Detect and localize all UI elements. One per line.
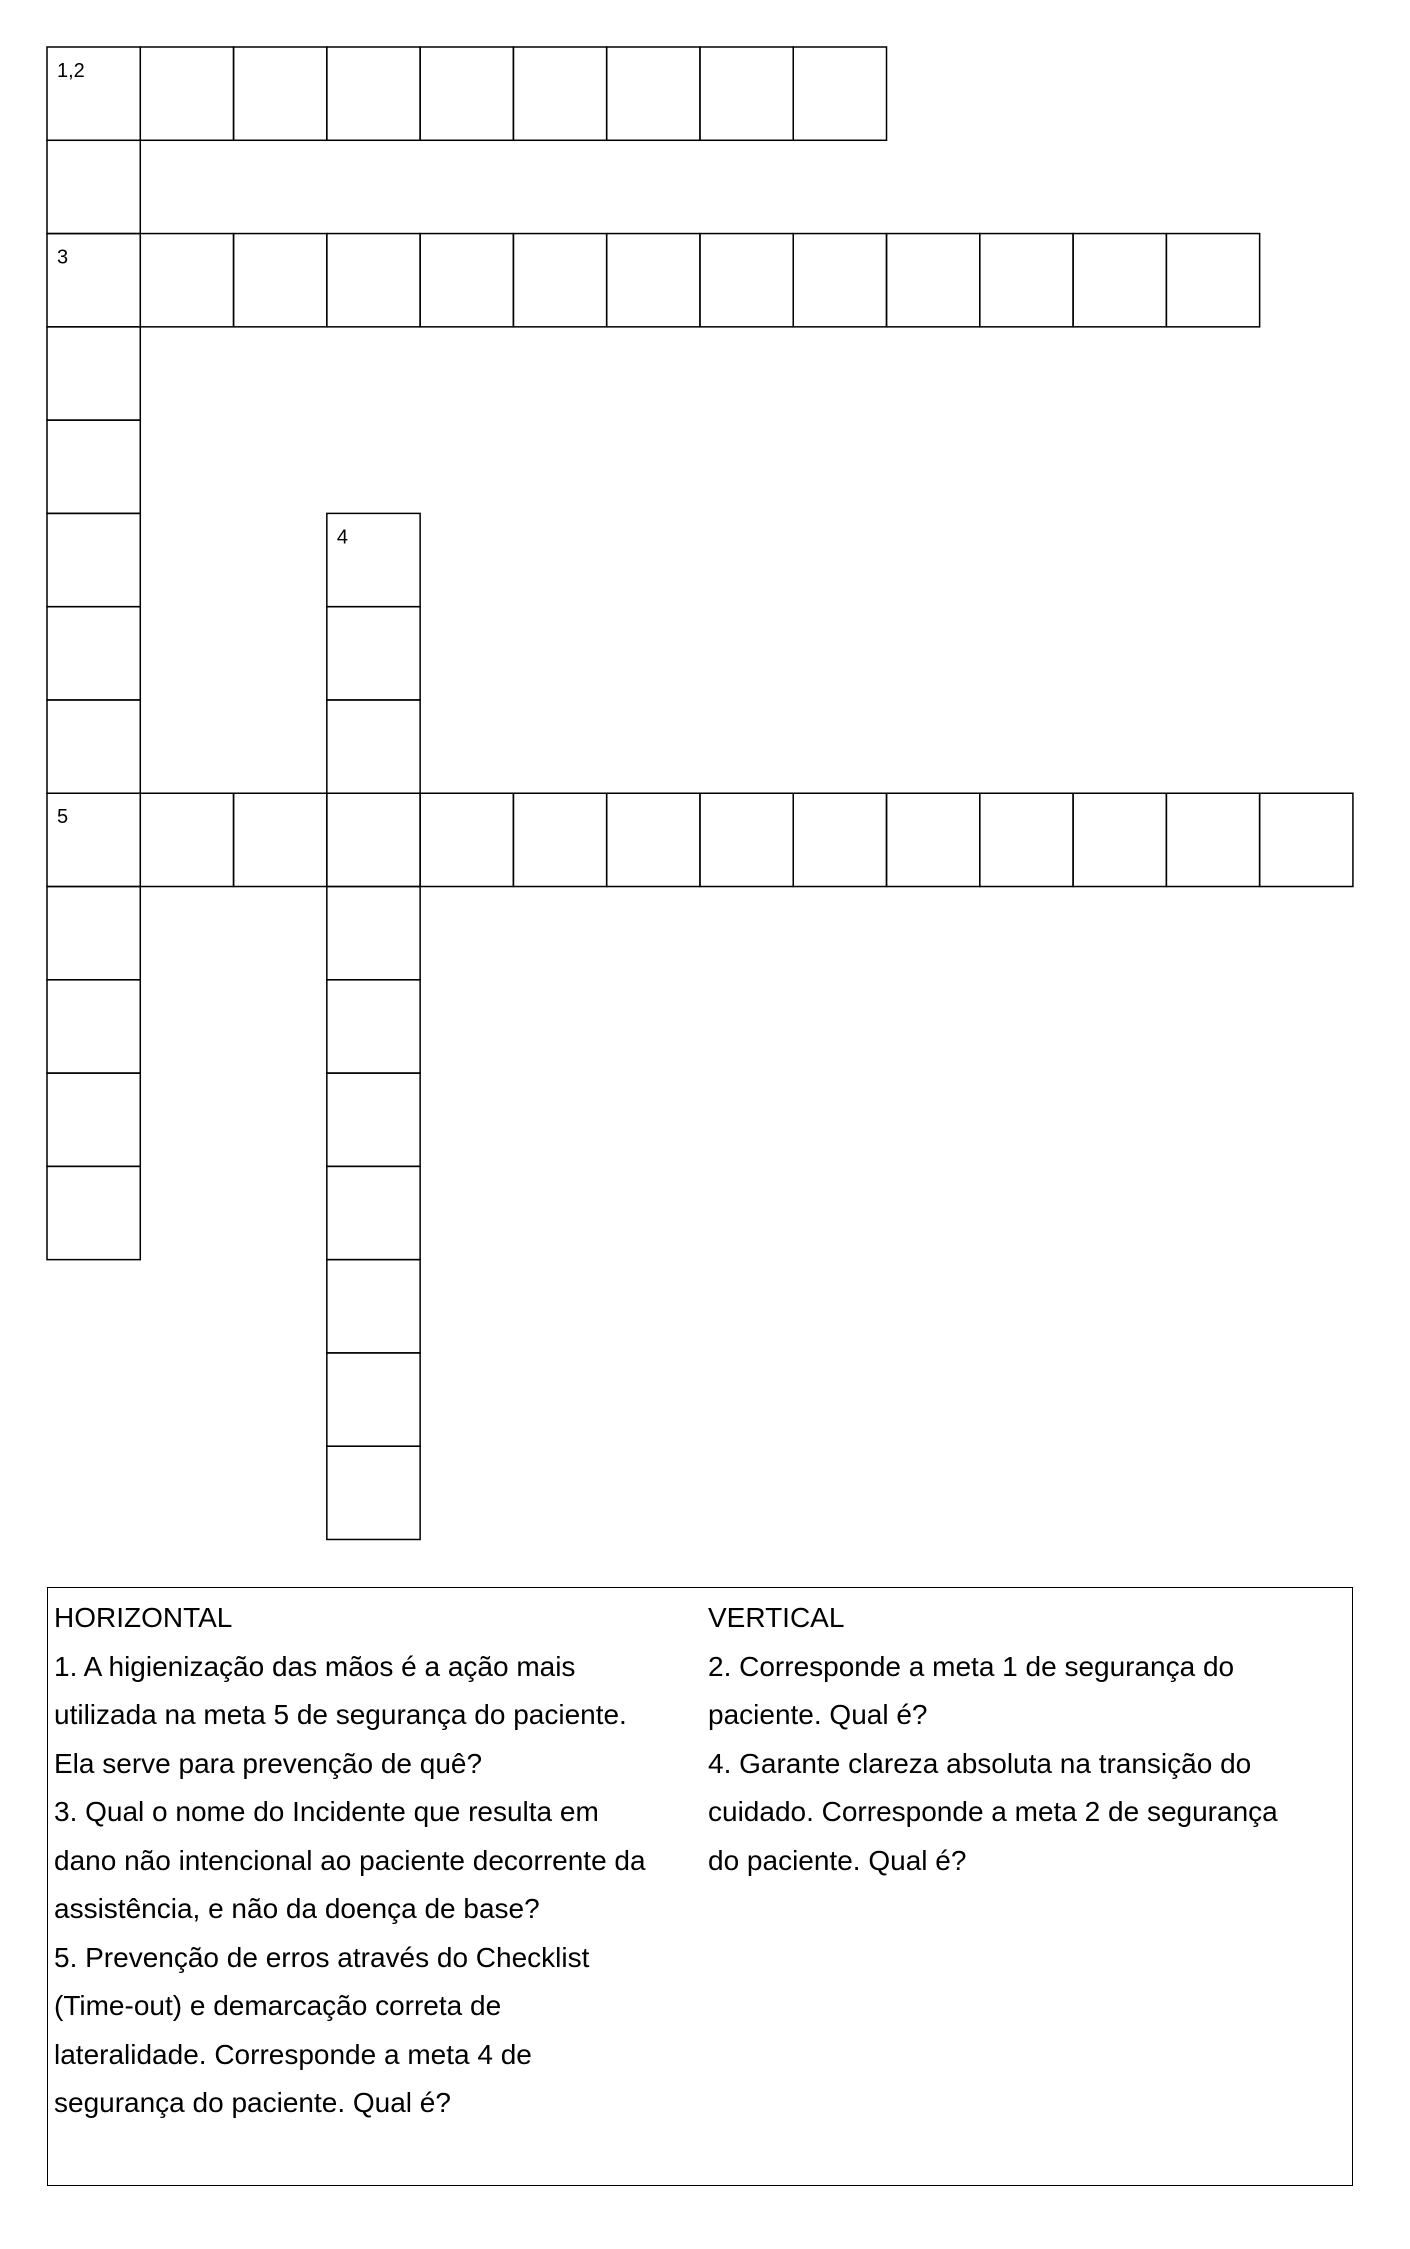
crossword-cell [47, 140, 140, 233]
clue-number-label: 1,2 [57, 60, 85, 82]
crossword-cell [234, 47, 327, 140]
crossword-cell [327, 1166, 420, 1259]
clue-item-horizontal-5 [54, 1934, 646, 2128]
clues-box [47, 1587, 1353, 2186]
crossword-cell [1166, 234, 1259, 327]
crossword-cell [700, 793, 793, 886]
crossword-cell [327, 1446, 420, 1539]
horizontal-clues [54, 1594, 646, 2128]
crossword-cell [47, 980, 140, 1073]
crossword-cell [793, 47, 886, 140]
crossword-cell [327, 1073, 420, 1166]
crossword-cell [1260, 793, 1353, 886]
clue-item-horizontal-1 [54, 1643, 646, 1789]
vertical-clues [708, 1594, 1278, 1885]
crossword-cell [327, 980, 420, 1073]
clue-line: assistência, e não da doença de base? [54, 1893, 540, 1924]
crossword-cell [327, 700, 420, 793]
crossword-cell [47, 1073, 140, 1166]
clue-line: lateralidade. Corresponde a meta 4 de [54, 2038, 532, 2070]
crossword-cell [47, 327, 140, 420]
crossword-cell [980, 793, 1073, 886]
crossword-cell [793, 793, 886, 886]
horizontal-heading: HORIZONTAL [54, 1602, 233, 1633]
crossword-cell [327, 887, 420, 980]
clue-line: dano não intencional ao paciente decorrente da [54, 1844, 646, 1876]
crossword-cell [420, 793, 513, 886]
crossword-cell [887, 234, 980, 327]
clue-line: 1. A higienização das mãos é a ação mais [54, 1650, 576, 1682]
crossword-cell [700, 234, 793, 327]
crossword-cell [607, 47, 700, 140]
crossword-cell [1073, 793, 1166, 886]
clue-line: segurança do paciente. Qual é? [54, 2087, 451, 2118]
vertical-heading: VERTICAL [708, 1602, 845, 1633]
clue-item-horizontal-3 [54, 1788, 646, 1934]
clue-number-label: 3 [57, 246, 69, 269]
crossword-cell [1166, 793, 1259, 886]
crossword-cell [513, 47, 606, 140]
crossword-cell [793, 234, 886, 327]
crossword-cell [234, 234, 327, 327]
crossword-cell [327, 1260, 420, 1353]
clue-line: cuidado. Corresponde a meta 2 de segurança [708, 1796, 1278, 1827]
crossword-cell [513, 793, 606, 886]
crossword-cell [420, 234, 513, 327]
clue-line: 4. Garante clareza absoluta na transição do [708, 1747, 1252, 1779]
crossword-cell [140, 234, 233, 327]
crossword-cell [327, 793, 420, 886]
crossword-cell [47, 420, 140, 513]
clue-item-vertical-4 [708, 1740, 1278, 1886]
crossword-cell [47, 1166, 140, 1259]
clue-line: 5. Prevenção de erros através do Checklist [54, 1941, 590, 1973]
crossword-cell [47, 607, 140, 700]
crossword-cell [47, 887, 140, 980]
clue-number-label: 5 [57, 806, 69, 829]
crossword-cell [327, 1353, 420, 1446]
crossword-cell [887, 793, 980, 886]
crossword-cell [513, 234, 606, 327]
crossword-cell [327, 234, 420, 327]
crossword-cell [327, 607, 420, 700]
clue-line: 3. Qual o nome do Incidente que resulta em [54, 1796, 599, 1827]
crossword-cell [140, 793, 233, 886]
crossword-cell [47, 700, 140, 793]
crossword-cell [1073, 234, 1166, 327]
crossword-cell [327, 47, 420, 140]
crossword-cell [234, 793, 327, 886]
crossword-cell [980, 234, 1073, 327]
clue-line: paciente. Qual é? [708, 1699, 928, 1730]
clue-line: (Time-out) e demarcação correta de [54, 1990, 502, 2021]
crossword-cell [607, 793, 700, 886]
clue-line: do paciente. Qual é? [708, 1844, 967, 1876]
clue-item-vertical-2 [708, 1643, 1278, 1740]
clue-number-label: 4 [336, 526, 348, 549]
crossword-cell [700, 47, 793, 140]
clue-line: Ela serve para prevenção de quê? [54, 1747, 483, 1779]
clue-line: 2. Corresponde a meta 1 de segurança do [708, 1650, 1235, 1682]
crossword-cell [607, 234, 700, 327]
crossword-cell [420, 47, 513, 140]
crossword-cell [140, 47, 233, 140]
crossword-cell [47, 513, 140, 606]
clue-line: utilizada na meta 5 de segurança do paciente. [54, 1699, 627, 1730]
